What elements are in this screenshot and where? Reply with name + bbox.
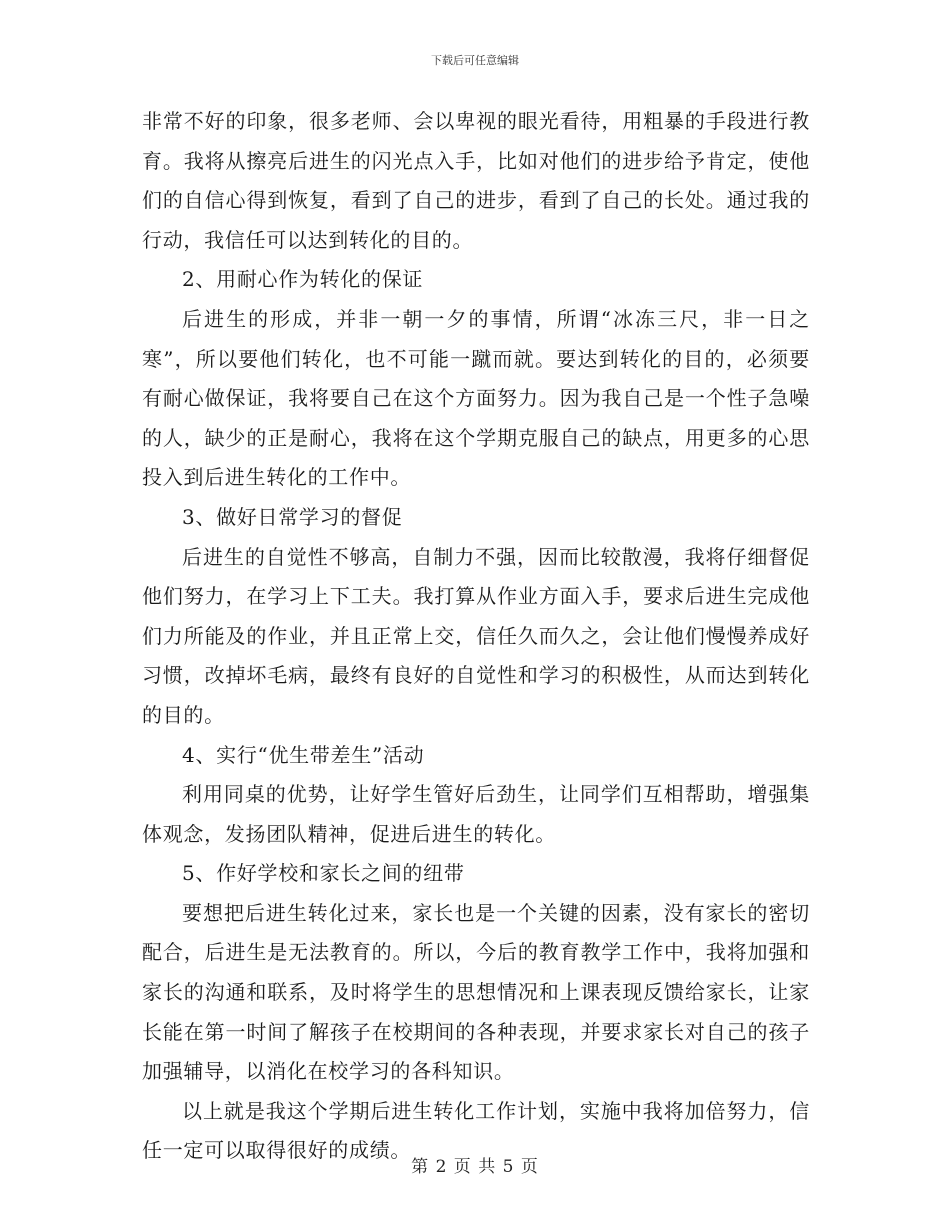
section-heading: 3、做好日常学习的督促 <box>182 504 403 529</box>
section-heading: 5、作好学校和家长之间的纽带 <box>182 861 465 886</box>
paragraph: 利用同桌的优势，让好学生管好后劲生，让同学们互相帮助，增强集体观念，发扬团队精神，促进后进生的转化。 <box>142 782 810 846</box>
page-number: 第 2 页 共 5 页 <box>411 1157 539 1177</box>
paragraph: 后进生的形成，并非一朝一夕的事情，所谓“冰冻三尺，非一日之寒”，所以要他们转化，也不可能一蹴而就。要达到转化的目的，必须要有耐心做保证，我将要自己在这个方面努力。因为我自己是一个性子急噪的人，缺少的正是耐心，我将在这个学期克服自己的缺点，用更多的心思投入到后进生转化的工作中。 <box>142 306 810 490</box>
paragraph-continued: 非常不好的印象，很多老师、会以卑视的眼光看待，用粗暴的手段进行教育。我将从擦亮后进生的闪光点入手，比如对他们的进步给予肯定，使他们的自信心得到恢复，看到了自己的进步，看到了自己的长处。通过我的行动，我信任可以达到转化的目的。 <box>142 109 810 252</box>
closing-paragraph: 以上就是我这个学期后进生转化工作计划，实施中我将加倍努力，信任一定可以取得很好的成绩。 <box>142 1098 810 1163</box>
section-heading: 4、实行“优生带差生”活动 <box>182 742 425 767</box>
page-header: 下载后可任意编辑 <box>431 54 519 67</box>
document-body <box>142 102 810 1171</box>
paragraph: 要想把后进生转化过来，家长也是一个关键的因素，没有家长的密切配合，后进生是无法教育的。所以，今后的教育教学工作中，我将加强和家长的沟通和联系，及时将学生的思想情况和上课表现反馈给家长，让家长能在第一时间了解孩子在校期间的各种表现，并要求家长对自己的孩子加强辅导，以消化在校学习的各科知识。 <box>142 900 810 1084</box>
section-heading: 2、用耐心作为转化的保证 <box>182 267 424 292</box>
paragraph: 后进生的自觉性不够高，自制力不强，因而比较散漫，我将仔细督促他们努力，在学习上下工夫。我打算从作业方面入手，要求后进生完成他们力所能及的作业，并且正常上交，信任久而久之，会让他们慢慢养成好习惯，改掉坏毛病，最终有良好的自觉性和学习的积极性，从而达到转化的目的。 <box>142 544 810 727</box>
